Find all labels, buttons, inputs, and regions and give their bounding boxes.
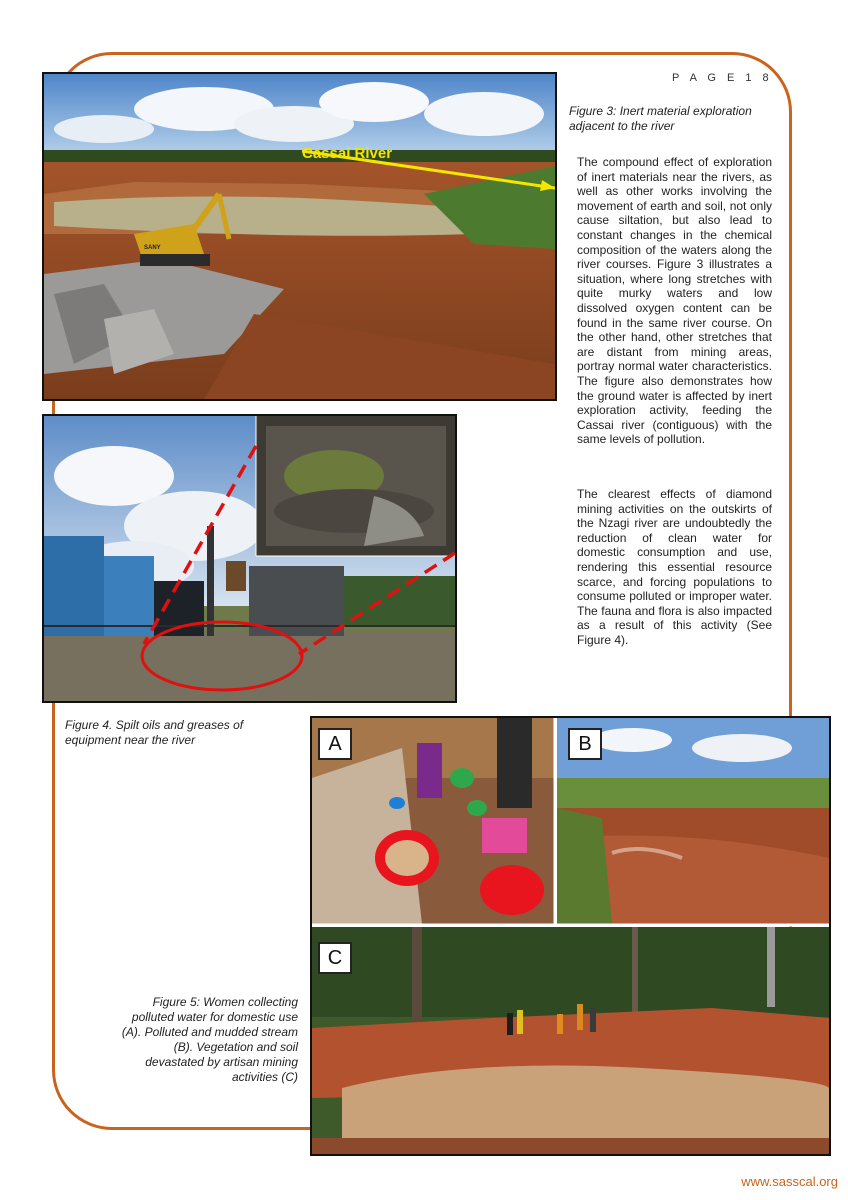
body-paragraph-2: The clearest effects of diamond mining activities on the outskirts of the Nzagi river are undoubtedly the reduction of clean water for domestic consumption and use, rendering this essential resource scarce, and forcing populations to consume polluted or improper water. The fauna and flora is also impacted as a result of this activity (See Figure 4). bbox=[577, 487, 772, 647]
figure4-caption: Figure 4. Spilt oils and greases of equipment near the river bbox=[65, 718, 244, 747]
panel-label-c: C bbox=[318, 942, 352, 974]
body-paragraph-1: The compound effect of exploration of inert materials near the rivers, as well as other works involving the movement of earth and soil, not only cause siltation, but also lead to constant changes in the chemical composition of the waters along the river courses. Figure 3 illustrates a situation, where long stretches with quite murky waters and low dissolved oxygen content can be found in the same river course. On the other hand, other stretches that are distant from mining areas, portray normal water characteristics. The figure also demonstrates how the ground water is affected by inert exploration activity, feeding the Cassai river (contiguous) with the same levels of pollution. bbox=[577, 155, 772, 447]
page-number: P A G E 1 8 bbox=[672, 72, 773, 84]
cassai-river-label: Cassai River bbox=[302, 145, 393, 162]
panel-label-a: A bbox=[318, 728, 352, 760]
panel-label-b: B bbox=[568, 728, 602, 760]
figure5-photo bbox=[310, 716, 831, 1156]
figure5-caption: Figure 5: Women collecting polluted water for domestic use (A). Polluted and mudded stream (B). Vegetation and soil devastated by artisan mining activities (C) bbox=[121, 995, 298, 1084]
footer-url[interactable]: www.sasscal.org bbox=[741, 1174, 838, 1189]
figure3-caption: Figure 3: Inert material exploration adjacent to the river bbox=[569, 104, 752, 133]
machine-brand-label: SANY bbox=[144, 245, 161, 251]
figure4-photo bbox=[42, 414, 457, 703]
figure3-photo bbox=[42, 72, 557, 401]
